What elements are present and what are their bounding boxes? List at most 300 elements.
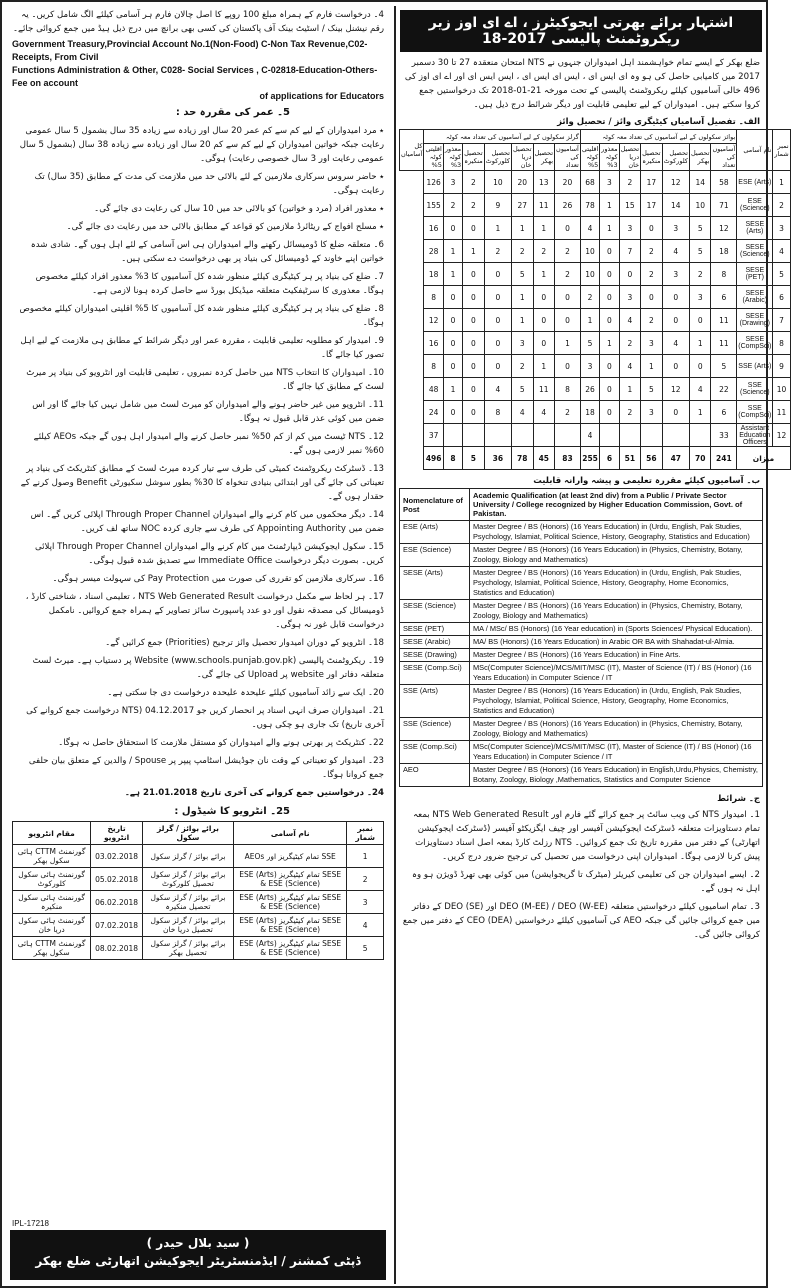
vacancy-cell: 9 — [484, 194, 511, 217]
vacancy-total-cell: 56 — [641, 447, 663, 470]
qualification-heading: ب۔ آسامیوں کیلئے مقررہ تعلیمی و پیشہ وارانہ قابلیت — [533, 476, 760, 486]
vacancy-cell: 6 — [711, 286, 737, 309]
vacancy-cell: 48 — [424, 378, 443, 401]
vacancy-column-header: تحصیل کلورکوٹ — [662, 144, 689, 171]
schedule-cell: 3 — [347, 891, 384, 914]
vacancy-cell: 5 — [512, 378, 534, 401]
vacancy-group-header — [400, 130, 791, 144]
clause-22: 22۔ کنٹریکٹ پر بھرتی ہونے والے امیدواران کو مستقل ملازمت کا استحقاق حاصل نہ ہوگا۔ — [58, 738, 384, 748]
vacancy-cell: 2 — [463, 194, 485, 217]
vacancy-total-cell: 83 — [555, 447, 581, 470]
vacancy-total-row — [400, 447, 791, 470]
clause-13: 13۔ ڈسٹرکٹ ریکروٹمنٹ کمیٹی کی طرف سے تیار کردہ میرٹ لسٹ کے مطابق کنٹریکٹ کی بنیاد پر تعیناتی کی جائے گی اور ابتدائی بنیادی تنخواہ کا 30% بطور سوشل سکیورٹی Benefit وصول کرنے کے حقدار ہوں گے۔ — [20, 464, 384, 502]
vacancy-cell: 26 — [555, 194, 581, 217]
qualification-text: Master Degree / BS (Honors) (16 Years Education) in (Urdu, English, Pak Studies, Psychology, Islamiat, Political Science, History, Geography, Home Economics, Statistics and Education) — [470, 685, 763, 718]
vacancy-cell: 11 — [533, 378, 555, 401]
vacancy-column-header: تحصیل دریا خان — [620, 145, 640, 169]
schedule-cell: SESE تمام کیٹیگریز ESE (Arts) & ESE (Science) — [233, 868, 346, 891]
vacancy-header-cell: نمبر شمار — [773, 130, 790, 171]
condition-item: 1۔ امیدوار NTS کی ویب سائٹ پر جمع کرائے گئے فارم اور NTS Web Generated Result بمعہ تمام دستاویزات متعلقہ ڈسٹرکٹ ایجوکیشن آفیسر اور چیف ایگزیکٹو آفیسر (ڈسٹرکٹ ایجوکیشن اتھارٹی) کے دفتر میں مقررہ تاریخ تک جمع کروائیں۔ NTS رزلٹ کارڈ بمعہ اصل اسناد دستاویزات پیش کرنا لازمی ہوگا۔ امیدواران اپنی درخواست میں تحصیل کی ترجیح ضرور درج کریں۔ — [413, 810, 760, 862]
vacancy-cell: 0 — [463, 378, 485, 401]
vacancy-cell: 2 — [641, 263, 663, 286]
vacancy-cell: 78 — [580, 194, 599, 217]
schedule-cell: 06.02.2018 — [91, 891, 143, 914]
age-point: ٭ مسلح افواج کے ریٹائرڈ ملازمین کو قواعد کے مطابق بالائی حد میں رعایت دی جائے گی۔ — [66, 222, 384, 232]
vacancy-cell: 12 — [773, 424, 790, 447]
schedule-cell: گورنمنٹ CTTM ہائی سکول بھکر — [13, 937, 91, 960]
clause-6: 6۔ متعلقہ ضلع کا ڈومیسائل رکھنے والے امیدواران ہی اس آسامی کے لئے اہل ہوں گے۔ شادی شدہ خواتین اپنے خاوند کے ڈومیسائل کی بنیاد پر بھی درخواست دے سکتی ہیں۔ — [30, 240, 384, 264]
vacancy-cell: 4 — [773, 240, 790, 263]
vacancy-cell: 7 — [773, 309, 790, 332]
vacancy-cell: 2 — [443, 194, 462, 217]
vacancy-cell: 0 — [662, 309, 689, 332]
vacancy-row — [400, 217, 791, 240]
vacancy-cell: 2 — [619, 332, 641, 355]
vacancy-cell: 0 — [689, 309, 711, 332]
vacancy-cell: 16 — [424, 217, 443, 240]
schedule-cell: برائے بوائز / گرلز سکول تحصیل منکیرہ — [142, 891, 233, 914]
vacancy-cell: 13 — [533, 171, 555, 194]
vacancy-cell: 10 — [689, 194, 711, 217]
vacancy-cell — [484, 424, 511, 447]
vacancy-row — [400, 401, 791, 424]
age-limit-heading: 5۔ عمر کی مقررہ حد : — [175, 107, 290, 118]
vacancy-cell: 0 — [600, 309, 619, 332]
vacancy-cell: 1 — [443, 378, 462, 401]
vacancy-cell: 11 — [533, 194, 555, 217]
vacancy-cell: 0 — [600, 355, 619, 378]
clause-4: 4۔ درخواست فارم کے ہمراہ مبلغ 100 روپے کا اصل چالان فارم ہر آسامی کیلئے الگ شامل کریں۔ یہ رقم نیشنل بینک / اسٹیٹ بینک آف پاکستان کی کسی بھی برانچ میں درج ذیل ہیڈ میں جمع کروائی جائے۔ — [12, 10, 384, 34]
qualification-row — [400, 600, 763, 623]
schedule-cell: 03.02.2018 — [91, 845, 143, 868]
interview-schedule-table — [12, 821, 384, 960]
vacancy-cell: 12 — [662, 378, 689, 401]
schedule-row — [13, 891, 384, 914]
vacancy-cell: 3 — [443, 171, 462, 194]
vacancy-cell: 11 — [773, 401, 790, 424]
vacancy-cell: 2 — [619, 171, 641, 194]
vacancy-cell: 22 — [711, 378, 737, 401]
vacancy-cell: 1 — [689, 401, 711, 424]
qualification-text: MSc(Computer Science)/MCS/MIT/MSC (IT), Master of Science (IT) / BS (Honor) (16 Years Education) in Computer Science / IT — [470, 662, 763, 685]
vacancy-cell: 2 — [463, 171, 485, 194]
vacancy-cell: 3 — [600, 171, 619, 194]
vacancy-cell: 0 — [641, 286, 663, 309]
vacancy-cell: 71 — [711, 194, 737, 217]
vacancy-cell: 11 — [711, 332, 737, 355]
qualification-text: Master Degree / BS (Honors) (16 Years Education) in (Physics, Chemistry, Botany, Zoology, Biology and Mathematics) — [470, 544, 763, 567]
vacancy-cell: 10 — [580, 240, 599, 263]
vacancy-post-cell: SSE (Science) — [737, 378, 773, 401]
vacancy-cell: 0 — [463, 355, 485, 378]
clause-23: 23۔ امیدوار کو تعیناتی کے وقت نان جوڈیشل اسٹامپ پیپر پر Spouse / والدین کے متعلق بیان حلفی جمع کروانا ہوگا۔ — [28, 756, 384, 780]
vacancy-cell — [619, 424, 641, 447]
vacancy-cell: 1 — [619, 378, 641, 401]
vacancy-cell: 1 — [600, 217, 619, 240]
vacancy-post-cell: ESE (Arts) — [737, 171, 773, 194]
vacancy-cell: 0 — [555, 217, 581, 240]
signature-name: ( سید بلال حیدر ) — [146, 1236, 250, 1250]
clause-21: 21۔ امیدواران صرف انہی اسناد پر انحصار کریں جو 04.12.2017 (NTS درخواست جمع کروانے کی آخری تاریخ) تک جاری ہو چکی ہوں۔ — [26, 706, 384, 730]
vacancy-cell: 0 — [463, 309, 485, 332]
schedule-cell: SESE تمام کیٹیگریز ESE (Arts) & ESE (Science) — [233, 914, 346, 937]
vacancy-cell: 0 — [600, 286, 619, 309]
right-column — [394, 6, 789, 1284]
vacancy-column-header: معذور کوٹہ 3% — [444, 145, 462, 169]
clause-17: 17۔ ہر لحاظ سے مکمل درخواست NTS Web Generated Result ، تعلیمی اسناد ، شناختی کارڈ ، ڈومیسائل کی مصدقہ نقول اور دو عدد پاسپورٹ سائز تصاویر کے ہمراہ جمع کروائیں۔ نامکمل درخواست قابل غور نہ ہوگی۔ — [25, 592, 384, 630]
vacancy-cell: 0 — [555, 309, 581, 332]
qualification-text: MA / MSc/ BS (Honors) (16 Year education) in (Sports Sciences/ Physical Education). — [470, 623, 763, 636]
qualification-row — [400, 764, 763, 787]
vacancy-cell: 1 — [512, 309, 534, 332]
treasury-head-line-2: Functions Administration & Other, C028- Social Services , C-02818-Education-Others-Fee on account — [12, 65, 378, 88]
signature-title: ڈپٹی کمشنر / ایڈمنسٹریٹر ایجوکیشن اتھارٹی ضلع بھکر — [35, 1254, 361, 1268]
vacancy-cell: 27 — [512, 194, 534, 217]
vacancy-cell: 1 — [443, 263, 462, 286]
clause-20: 20۔ ایک سے زائد آسامیوں کیلئے علیحدہ علیحدہ درخواست دی جا سکتی ہے۔ — [107, 688, 384, 698]
vacancy-total-cell: 47 — [662, 447, 689, 470]
schedule-cell: برائے بوائز / گرلز سکول تحصیل کلورکوٹ — [142, 868, 233, 891]
vacancy-column-header: اقلیتی کوٹہ 5% — [425, 145, 442, 169]
schedule-cell: برائے بوائز / گرلز سکول — [142, 845, 233, 868]
vacancy-total-cell: 45 — [533, 447, 555, 470]
vacancy-cell: 11 — [711, 309, 737, 332]
clause-15: 15۔ سکول ایجوکیشن ڈیپارٹمنٹ میں کام کرنے والے امیدواران Through Proper Channel اپلائی کریں۔ بصورت دیگر درخواست Immediate Office سے تصدیق شدہ قبول ہوگی۔ — [34, 542, 384, 566]
qualification-row — [400, 623, 763, 636]
qualification-post: ESE (Arts) — [400, 521, 470, 544]
vacancy-total-cell: میزان — [737, 447, 790, 470]
schedule-body — [13, 845, 384, 960]
schedule-cell: 05.02.2018 — [91, 868, 143, 891]
vacancy-cell: 2 — [512, 355, 534, 378]
vacancy-cell: 3 — [641, 401, 663, 424]
qualification-text: Master Degree / BS (Honors) (16 Years Education) in Fine Arts. — [470, 649, 763, 662]
qualification-row — [400, 649, 763, 662]
vacancy-header-cell: نام آسامی — [737, 130, 773, 171]
vacancy-cell: 6 — [773, 286, 790, 309]
vacancy-cell: 0 — [600, 263, 619, 286]
qualification-text: Master Degree / BS (Honors) (16 Years Education) in (Physics, Chemistry, Botany, Zoology, Biology and Mathematics) — [470, 600, 763, 623]
vacancy-total-cell: 8 — [443, 447, 462, 470]
schedule-cell: SESE تمام کیٹیگریز ESE (Arts) & ESE (Science) — [233, 891, 346, 914]
vacancy-row — [400, 240, 791, 263]
vacancy-cell: 1 — [484, 217, 511, 240]
vacancy-cell: 2 — [689, 263, 711, 286]
vacancy-cell: 0 — [662, 401, 689, 424]
vacancy-total-cell: 255 — [580, 447, 599, 470]
vacancy-cell: 37 — [424, 424, 443, 447]
vacancy-cell: 0 — [484, 355, 511, 378]
vacancy-total-cell: 6 — [600, 447, 619, 470]
vacancy-column-header: تحصیل منکیرہ — [463, 144, 485, 171]
vacancy-cell: 16 — [424, 332, 443, 355]
schedule-cell: برائے بوائز / گرلز سکول تحصیل بھکر — [142, 937, 233, 960]
vacancy-cell: 2 — [773, 194, 790, 217]
vacancy-cell: 10 — [580, 263, 599, 286]
vacancy-cell: 4 — [689, 378, 711, 401]
vacancy-cell: 0 — [443, 332, 462, 355]
schedule-row — [13, 914, 384, 937]
vacancy-cell: 14 — [662, 194, 689, 217]
vacancy-cell: 1 — [512, 286, 534, 309]
vacancy-cell: 0 — [619, 263, 641, 286]
treasury-head-line-3: of applications for Educators — [259, 91, 384, 101]
vacancy-cell: 4 — [662, 332, 689, 355]
clause-18: 18۔ انٹرویو کے دوران امیدوار تحصیل وائز ترجیح (Priorities) جمع کرائیں گے۔ — [105, 638, 384, 648]
vacancy-cell: 1 — [773, 171, 790, 194]
vacancy-column-header: تحصیل بھکر — [689, 144, 711, 171]
schedule-cell: SESE تمام کیٹیگریز ESE (Arts) & ESE (Science) — [233, 937, 346, 960]
qualification-row — [400, 521, 763, 544]
vacancy-cell: 2 — [641, 309, 663, 332]
vacancy-cell: 0 — [662, 355, 689, 378]
vacancy-cell: 155 — [424, 194, 443, 217]
qualification-header-row — [400, 489, 763, 521]
vacancy-cell: 3 — [580, 355, 599, 378]
schedule-cell: 07.02.2018 — [91, 914, 143, 937]
qualification-header-post: Nomenclature of Post — [400, 489, 470, 521]
schedule-row — [13, 868, 384, 891]
qualification-post: SESE (Arts) — [400, 567, 470, 600]
vacancy-cell: 5 — [773, 263, 790, 286]
vacancy-post-cell: SSE (CompSci) — [737, 401, 773, 424]
vacancy-cell: 3 — [662, 263, 689, 286]
schedule-cell: 5 — [347, 937, 384, 960]
advertisement-title: اشتہار برائے بھرتی ایجوکیٹرز ، اے ای اوز زیر ریکروٹمنٹ پالیسی 2017-18 — [400, 10, 762, 52]
vacancy-cell: 18 — [711, 240, 737, 263]
qualification-row — [400, 567, 763, 600]
clause-10: 10۔ امیدواران کا انتخاب NTS میں حاصل کردہ نمبروں ، تعلیمی قابلیت اور انٹرویو کی بنیاد پر میرٹ لسٹ کے مطابق کیا جائے گا۔ — [26, 368, 384, 392]
vacancy-column-header: تحصیل کلورکوٹ — [484, 144, 511, 171]
vacancy-cell: 4 — [512, 401, 534, 424]
vacancy-row — [400, 355, 791, 378]
vacancy-cell: 2 — [580, 286, 599, 309]
vacancy-total-cell: 36 — [484, 447, 511, 470]
qualification-post: SSE (Science) — [400, 718, 470, 741]
signature-banner — [10, 1230, 386, 1280]
schedule-header-cell: نمبر شمار — [347, 822, 384, 845]
vacancy-cell: 2 — [555, 401, 581, 424]
condition-item: 3۔ تمام اسامیوں کیلئے درخواستیں متعلقہ DEO (M-EE) / DEO (W-EE) اور DEO (SE) کے دفاتر میں جمع کروائی جائیں گی جبکہ AEO کی آسامیوں کیلئے درخواستیں CEO (DEA) کے دفتر میں جمع کروائی جائیں گی۔ — [402, 902, 760, 940]
vacancy-row — [400, 424, 791, 447]
vacancy-cell: 1 — [641, 355, 663, 378]
vacancy-cell: 0 — [600, 240, 619, 263]
schedule-cell: 2 — [347, 868, 384, 891]
vacancy-cell: 14 — [689, 171, 711, 194]
vacancy-total-cell: 51 — [619, 447, 641, 470]
vacancy-cell: 8 — [555, 378, 581, 401]
vacancy-cell: 33 — [711, 424, 737, 447]
vacancy-cell: 3 — [619, 286, 641, 309]
clause-11: 11۔ انٹرویو میں غیر حاضر ہونے والے امیدواران کو میرٹ لسٹ میں شامل نہیں کیا جائے گا اور اس ضمن میں کوئی عذر قابل قبول نہ ہوگا۔ — [32, 400, 384, 424]
vacancy-cell: 0 — [533, 309, 555, 332]
vacancy-post-cell: SESE (Science) — [737, 240, 773, 263]
schedule-cell: گورنمنٹ CTTM ہائی سکول بھکر — [13, 845, 91, 868]
vacancy-cell: 8 — [424, 286, 443, 309]
vacancy-body — [400, 171, 791, 470]
vacancy-cell: 8 — [711, 263, 737, 286]
qualification-post: SESE (PET) — [400, 623, 470, 636]
vacancy-post-cell: SESE (PET) — [737, 263, 773, 286]
vacancy-cell: 0 — [443, 309, 462, 332]
qualification-text: Master Degree / BS (Honors) (16 Years Education) in (Physics, Chemistry, Botany, Zoology, Biology and Mathematics) — [470, 718, 763, 741]
vacancy-cell: 8 — [773, 332, 790, 355]
vacancy-cell: 0 — [533, 332, 555, 355]
vacancy-table — [399, 129, 791, 470]
clause-16: 16۔ سرکاری ملازمین کو تقرری کی صورت میں Pay Protection کی سہولت میسر ہوگی۔ — [52, 574, 384, 584]
intro-text: ضلع بھکر کے ایسے تمام خواہشمند اہل امیدواران جنہوں نے NTS امتحان منعقدہ 27 تا 30 دسمبر 2017 میں کامیابی حاصل کی ہو وہ ای ایس ای ، ایس ای ایس ای ، ایس ایس ای اور اے ای اوز کی 496 خالی آسامیوں کیلئے ریکروٹمنٹ پالیسی کے تحت مورخہ 21-01-2018 تک درخواستیں جمع کروا سکتے ہیں۔ امیدواران کے لیے تعلیمی قابلیت اور دیگر شرائط درج ذیل ہیں۔ — [404, 58, 760, 110]
vacancy-cell: 1 — [555, 332, 581, 355]
vacancy-cell — [600, 424, 619, 447]
qualification-post: SSE (Comp.Sci) — [400, 741, 470, 764]
vacancy-cell: 6 — [711, 401, 737, 424]
qualification-table — [399, 488, 763, 787]
vacancy-cell: 1 — [600, 194, 619, 217]
vacancy-cell: 5 — [689, 217, 711, 240]
clause-9: 9۔ امیدوار کو مطلوبہ تعلیمی قابلیت ، مقررہ عمر اور دیگر شرائط کے مطابق ہی ملازمت کے لیے اہل تصور کیا جائے گا۔ — [20, 336, 384, 360]
vacancy-total-cell: 78 — [512, 447, 534, 470]
vacancy-cell: 9 — [773, 355, 790, 378]
vacancy-cell: 3 — [773, 217, 790, 240]
vacancy-cell: 0 — [555, 286, 581, 309]
schedule-cell: گورنمنٹ ہائی سکول دریا خان — [13, 914, 91, 937]
conditions-heading: ج۔ شرائط — [717, 794, 760, 804]
schedule-row — [13, 845, 384, 868]
clause-14: 14۔ دیگر محکموں میں کام کرنے والے امیدواران Through Proper Channel اپلائی کریں گے۔ اس ضمن میں Appointing Authority کی طرف سے جاری کردہ NOC ساتھ لف کریں۔ — [30, 510, 384, 534]
vacancy-column-header: اقلیتی کوٹہ 5% — [581, 145, 599, 169]
schedule-header-cell: مقام انٹرویو — [13, 822, 91, 845]
vacancy-cell: 1 — [443, 240, 462, 263]
vacancy-cell — [443, 424, 462, 447]
vacancy-cell: 3 — [512, 332, 534, 355]
vacancy-cell: 4 — [484, 378, 511, 401]
qualification-header-text: Academic Qualification (at least 2nd div) from a Public / Private Sector University / College recognized by Higher Education Commission, Govt. of Pakistan. — [470, 489, 763, 521]
vacancy-cell: 18 — [424, 263, 443, 286]
schedule-cell: SSE تمام کیٹیگریز اور AEOs — [233, 845, 346, 868]
qualification-post: SESE (Arabic) — [400, 636, 470, 649]
vacancy-cell: 0 — [484, 332, 511, 355]
vacancy-cell: 0 — [463, 286, 485, 309]
vacancy-cell: 4 — [619, 309, 641, 332]
vacancy-cell: 20 — [555, 171, 581, 194]
vacancy-column-header: تحصیل منکیرہ — [641, 144, 663, 171]
vacancy-cell: 2 — [484, 240, 511, 263]
vacancy-cell: 126 — [424, 171, 443, 194]
vacancy-header-cell: گرلز سکولوں کے لیے آسامیوں کی تعداد معہ کوٹہ — [424, 130, 580, 144]
vacancy-cell: 0 — [463, 217, 485, 240]
schedule-header-cell: تاریخ انٹرویو — [91, 822, 143, 845]
vacancy-total-cell: 70 — [689, 447, 711, 470]
vacancy-cell: 5 — [689, 240, 711, 263]
vacancy-header-cell: بوائز سکولوں کے لیے آسامیوں کی تعداد معہ کوٹہ — [580, 130, 736, 144]
vacancy-cell: 3 — [619, 217, 641, 240]
vacancy-cell: 3 — [641, 332, 663, 355]
qualification-post: SSE (Arts) — [400, 685, 470, 718]
vacancy-cell — [512, 424, 534, 447]
vacancy-row — [400, 171, 791, 194]
qualification-post: ESE (Science) — [400, 544, 470, 567]
vacancy-cell: 4 — [619, 355, 641, 378]
schedule-cell: گورنمنٹ ہائی سکول کلورکوٹ — [13, 868, 91, 891]
vacancy-cell: 7 — [619, 240, 641, 263]
vacancy-cell: 4 — [580, 424, 599, 447]
vacancy-total-cell: 5 — [463, 447, 485, 470]
vacancy-cell: 0 — [533, 286, 555, 309]
vacancy-cell: 1 — [580, 309, 599, 332]
vacancy-cell: 10 — [484, 171, 511, 194]
clause-12: 12۔ NTS ٹیسٹ میں کم از کم 50% نمبر حاصل کرنے والے امیدوار اہل ہوں گے جبکہ AEOs کیلئے 60% نمبر لازمی ہوں گے۔ — [33, 432, 384, 456]
vacancy-cell: 0 — [689, 355, 711, 378]
vacancy-cell: 1 — [533, 263, 555, 286]
vacancy-cell: 5 — [711, 355, 737, 378]
section-a-heading: الف۔ تفصیل آسامیاں کیٹیگری وائز / تحصیل وائز — [557, 117, 760, 127]
vacancy-column-header: تحصیل دریا خان — [513, 145, 532, 169]
schedule-cell: گورنمنٹ ہائی سکول منکیرہ — [13, 891, 91, 914]
vacancy-cell: 12 — [662, 171, 689, 194]
schedule-cell: 4 — [347, 914, 384, 937]
vacancy-column-header: آسامیوں کی تعداد — [556, 145, 579, 169]
vacancy-cell: 0 — [443, 286, 462, 309]
vacancy-column-header: تحصیل بھکر — [533, 144, 555, 171]
schedule-header-cell: نام آسامی — [233, 822, 346, 845]
vacancy-cell: 5 — [641, 378, 663, 401]
treasury-head-line-1: Government Treasury,Provincial Account No.1(Non-Food) C-Non Tax Revenue,C02-Receipts, From Civil — [12, 39, 368, 62]
vacancy-cell: 0 — [662, 286, 689, 309]
vacancy-cell: 0 — [484, 263, 511, 286]
vacancy-cell: 3 — [662, 217, 689, 240]
schedule-table-wrap — [6, 821, 390, 960]
vacancy-cell: 12 — [424, 309, 443, 332]
vacancy-cell: 28 — [424, 240, 443, 263]
qualification-row — [400, 718, 763, 741]
schedule-header-cell: برائے بوائز / گرلز سکول — [142, 822, 233, 845]
vacancy-cell — [555, 424, 581, 447]
vacancy-post-cell: ESE (Science) — [737, 194, 773, 217]
vacancy-cell: 0 — [555, 355, 581, 378]
vacancy-cell: 15 — [619, 194, 641, 217]
qualification-row — [400, 662, 763, 685]
schedule-row — [13, 937, 384, 960]
vacancy-cell: 1 — [533, 217, 555, 240]
vacancy-cell: 18 — [580, 401, 599, 424]
vacancy-cell: 0 — [484, 309, 511, 332]
qualification-post: SESE (Science) — [400, 600, 470, 623]
vacancy-cell: 58 — [711, 171, 737, 194]
condition-item: 2۔ ایسے امیدواران جن کی تعلیمی کیریئر (میٹرک تا گریجوایشن) میں کوئی بھی تھرڈ ڈویژن ہو وہ اہل نہ ہوں گے۔ — [411, 870, 760, 894]
vacancy-cell — [463, 424, 485, 447]
vacancy-row — [400, 194, 791, 217]
vacancy-cell: 2 — [533, 240, 555, 263]
vacancy-cell: 24 — [424, 401, 443, 424]
vacancy-cell: 0 — [641, 217, 663, 240]
vacancy-cell: 10 — [773, 378, 790, 401]
qualification-body — [400, 521, 763, 787]
vacancy-cell: 0 — [463, 263, 485, 286]
vacancy-cell — [662, 424, 689, 447]
vacancy-sub-header — [400, 144, 791, 171]
vacancy-cell: 68 — [580, 171, 599, 194]
vacancy-cell: 5 — [580, 332, 599, 355]
vacancy-row — [400, 309, 791, 332]
interview-schedule-heading: 25۔ انٹرویو کا شیڈول : — [174, 806, 290, 817]
vacancy-cell: 4 — [580, 217, 599, 240]
vacancy-cell — [689, 424, 711, 447]
vacancy-cell: 0 — [443, 217, 462, 240]
qualification-row — [400, 685, 763, 718]
vacancy-post-cell: SSE (Arts) — [737, 355, 773, 378]
schedule-header-row — [13, 822, 384, 845]
vacancy-cell: 0 — [463, 332, 485, 355]
